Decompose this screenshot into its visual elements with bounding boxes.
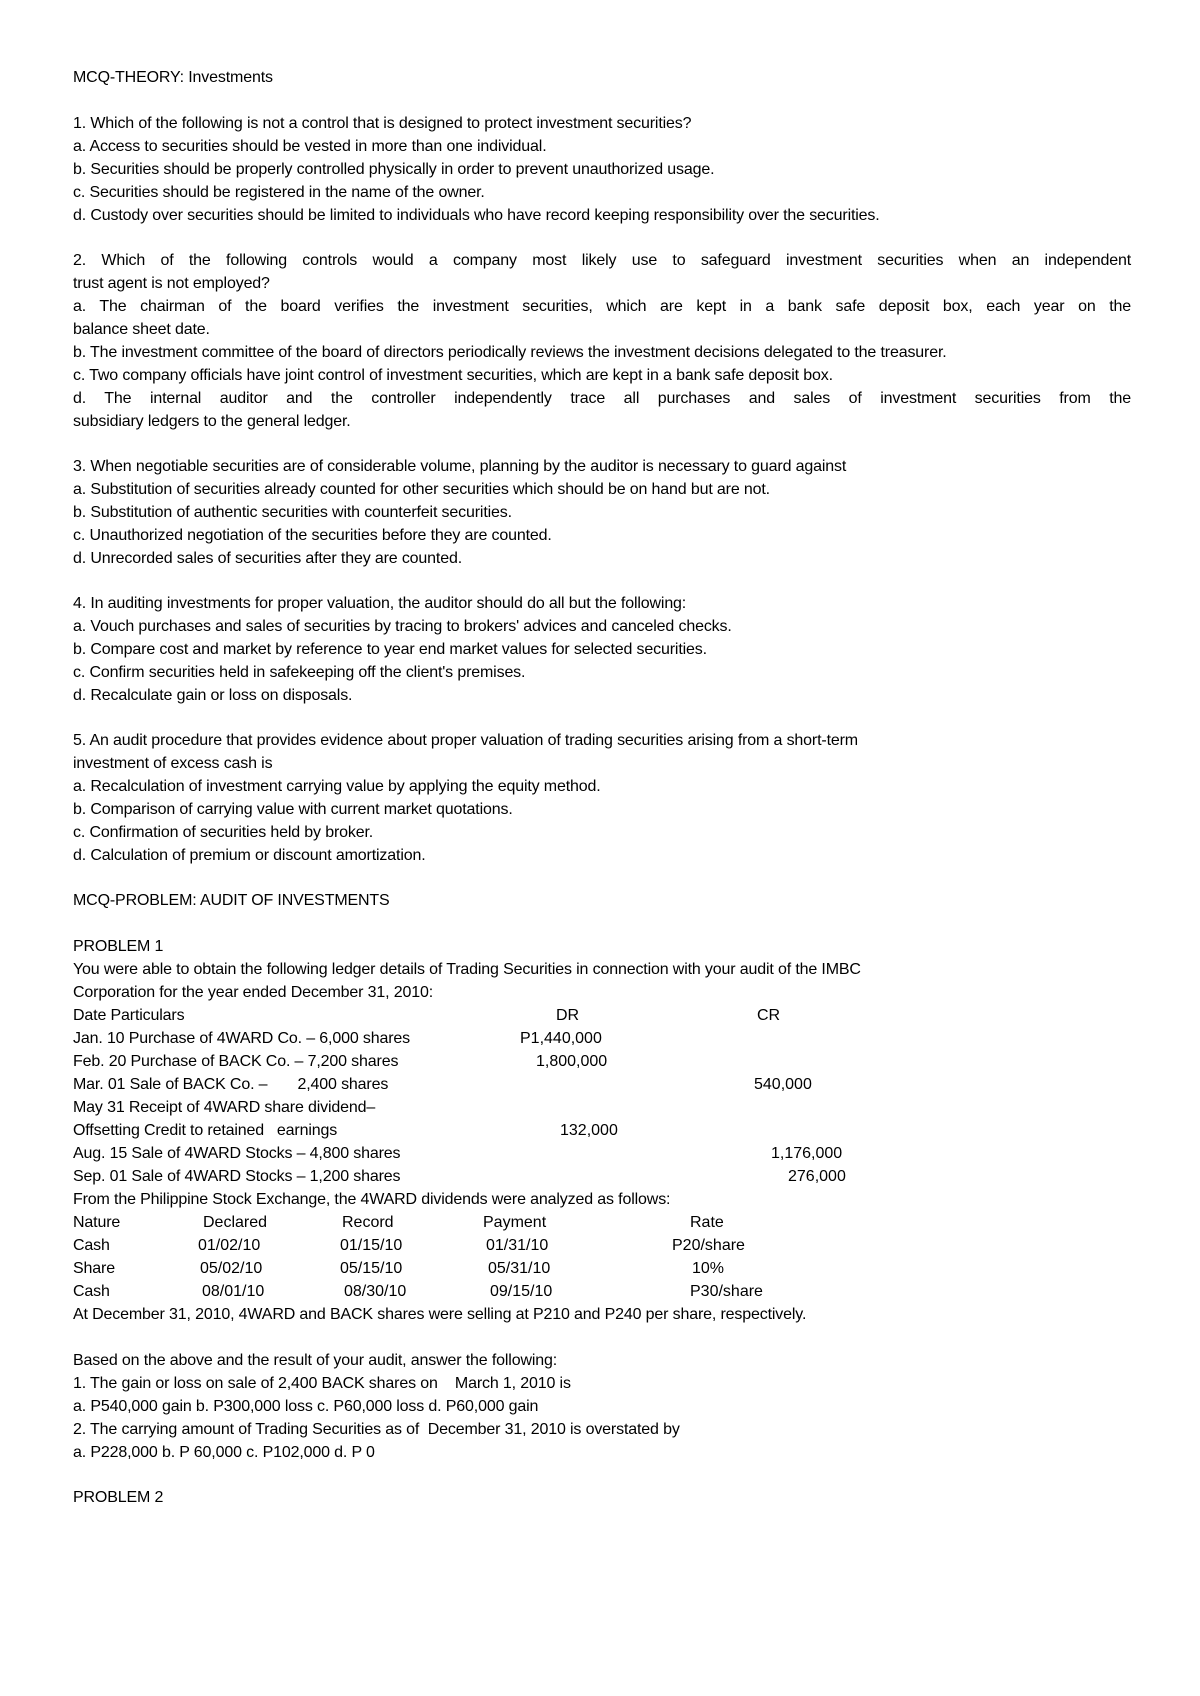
ledger-row-dr: 132,000 (560, 1122, 618, 1139)
theory-q1-choice-d: d. Custody over securities should be limited to individuals who have record keeping responsibility over the securities. (73, 207, 880, 224)
dividend-row-declared: 08/01/10 (202, 1283, 265, 1300)
problem-section-title: MCQ-PROBLEM: AUDIT OF INVESTMENTS (73, 892, 390, 909)
ledger-header-dr: DR (556, 1007, 580, 1024)
problem2-title: PROBLEM 2 (73, 1489, 164, 1506)
theory-q5-choice-b: b. Comparison of carrying value with current market quotations. (73, 801, 513, 818)
dividend-row-nature: Share (73, 1260, 115, 1277)
dividend-row-nature: Cash (73, 1283, 110, 1300)
theory-q4-choice-d: d. Recalculate gain or loss on disposals. (73, 687, 353, 704)
theory-q2-question-line1: 2. Which of the following controls would a company most likely use to safeguard investment securities when an independent (73, 252, 1131, 269)
theory-q2-choice-d-line1: d. The internal auditor and the controller independently trace all purchases and sales of investment securities from the (73, 390, 1131, 407)
dividend-row-record: 08/30/10 (344, 1283, 407, 1300)
problem1-instruction: Based on the above and the result of your audit, answer the following: (73, 1352, 558, 1369)
dividend-header-record: Record (342, 1214, 394, 1231)
dividend-header-payment: Payment (483, 1214, 547, 1231)
ledger-header-particulars: Date Particulars (73, 1007, 185, 1024)
ledger-row-particulars: Jan. 10 Purchase of 4WARD Co. – 6,000 shares (73, 1030, 410, 1047)
ledger-row-cr: 276,000 (788, 1168, 846, 1185)
theory-q1-choice-a: a. Access to securities should be vested in more than one individual. (73, 138, 547, 155)
problem1-title: PROBLEM 1 (73, 938, 164, 955)
theory-q5-choice-a: a. Recalculation of investment carrying value by applying the equity method. (73, 778, 601, 795)
theory-q5-choice-d: d. Calculation of premium or discount amortization. (73, 847, 426, 864)
theory-q3-choice-c: c. Unauthorized negotiation of the securities before they are counted. (73, 527, 552, 544)
ledger-row-particulars: Offsetting Credit to retained earnings (73, 1122, 338, 1139)
dividend-row-declared: 05/02/10 (200, 1260, 263, 1277)
ledger-row-particulars: Mar. 01 Sale of BACK Co. – 2,400 shares (73, 1076, 389, 1093)
theory-q3-choice-b: b. Substitution of authentic securities with counterfeit securities. (73, 504, 512, 521)
theory-q1-question: 1. Which of the following is not a control that is designed to protect investment securities? (73, 115, 692, 132)
dividend-header-nature: Nature (73, 1214, 121, 1231)
problem1-q1: 1. The gain or loss on sale of 2,400 BACK shares on March 1, 2010 is (73, 1375, 571, 1392)
theory-q2-choice-d-line2: subsidiary ledgers to the general ledger. (73, 413, 351, 430)
problem1-intro-line1: You were able to obtain the following ledger details of Trading Securities in connection with your audit of the IMBC (73, 961, 861, 978)
theory-q2-choice-a-line2: balance sheet date. (73, 321, 210, 338)
theory-title: MCQ-THEORY: Investments (73, 69, 273, 86)
theory-q4-choice-b: b. Compare cost and market by reference to year end market values for selected securities. (73, 641, 707, 658)
theory-q5-choice-c: c. Confirmation of securities held by broker. (73, 824, 374, 841)
ledger-row-cr: 1,176,000 (771, 1145, 843, 1162)
dividend-row-record: 05/15/10 (340, 1260, 403, 1277)
ledger-row-particulars: Feb. 20 Purchase of BACK Co. – 7,200 shares (73, 1053, 399, 1070)
ledger-row-particulars: Aug. 15 Sale of 4WARD Stocks – 4,800 shares (73, 1145, 401, 1162)
dividend-row-rate: P30/share (690, 1283, 763, 1300)
problem1-intro-line2: Corporation for the year ended December 31, 2010: (73, 984, 433, 1001)
theory-q3-choice-a: a. Substitution of securities already counted for other securities which should be on hand but are not. (73, 481, 770, 498)
dividend-row-payment: 09/15/10 (490, 1283, 553, 1300)
dividend-row-record: 01/15/10 (340, 1237, 403, 1254)
ledger-row-cr: 540,000 (754, 1076, 812, 1093)
dividend-row-nature: Cash (73, 1237, 110, 1254)
theory-q4-choice-c: c. Confirm securities held in safekeeping off the client's premises. (73, 664, 526, 681)
dividend-row-rate: P20/share (672, 1237, 745, 1254)
problem1-q2-choices: a. P228,000 b. P 60,000 c. P102,000 d. P 0 (73, 1444, 375, 1461)
market-note: At December 31, 2010, 4WARD and BACK shares were selling at P210 and P240 per share, respectively. (73, 1306, 807, 1323)
theory-q5-question-line1: 5. An audit procedure that provides evidence about proper valuation of trading securities arising from a short-term (73, 732, 858, 749)
theory-q3-choice-d: d. Unrecorded sales of securities after they are counted. (73, 550, 462, 567)
theory-q1-choice-b: b. Securities should be properly controlled physically in order to prevent unauthorized usage. (73, 161, 715, 178)
dividend-row-rate: 10% (692, 1260, 725, 1277)
dividend-header-declared: Declared (203, 1214, 268, 1231)
theory-q2-question-line2: trust agent is not employed? (73, 275, 270, 292)
theory-q1-choice-c: c. Securities should be registered in the name of the owner. (73, 184, 485, 201)
dividend-row-payment: 05/31/10 (488, 1260, 551, 1277)
dividend-header-rate: Rate (690, 1214, 724, 1231)
theory-q4-question: 4. In auditing investments for proper valuation, the auditor should do all but the following: (73, 595, 687, 612)
problem1-q2: 2. The carrying amount of Trading Securities as of December 31, 2010 is overstated by (73, 1421, 680, 1438)
theory-q3-question: 3. When negotiable securities are of considerable volume, planning by the auditor is necessary to guard against (73, 458, 847, 475)
theory-q5-question-line2: investment of excess cash is (73, 755, 273, 772)
ledger-row-particulars: Sep. 01 Sale of 4WARD Stocks – 1,200 shares (73, 1168, 401, 1185)
theory-q2-choice-c: c. Two company officials have joint control of investment securities, which are kept in a bank safe deposit box. (73, 367, 833, 384)
problem1-q1-choices: a. P540,000 gain b. P300,000 loss c. P60,000 loss d. P60,000 gain (73, 1398, 539, 1415)
theory-q2-choice-a-line1: a. The chairman of the board verifies the investment securities, which are kept in a bank safe deposit box, each year on the (73, 298, 1131, 315)
theory-q2-choice-b: b. The investment committee of the board of directors periodically reviews the investment decisions delegated to the treasurer. (73, 344, 947, 361)
dividend-intro: From the Philippine Stock Exchange, the 4WARD dividends were analyzed as follows: (73, 1191, 671, 1208)
ledger-row-dr: P1,440,000 (520, 1030, 602, 1047)
dividend-row-payment: 01/31/10 (486, 1237, 549, 1254)
theory-q4-choice-a: a. Vouch purchases and sales of securities by tracing to brokers' advices and canceled checks. (73, 618, 732, 635)
ledger-header-cr: CR (757, 1007, 781, 1024)
ledger-row-particulars: May 31 Receipt of 4WARD share dividend– (73, 1099, 376, 1116)
dividend-row-declared: 01/02/10 (198, 1237, 261, 1254)
ledger-row-dr: 1,800,000 (536, 1053, 608, 1070)
